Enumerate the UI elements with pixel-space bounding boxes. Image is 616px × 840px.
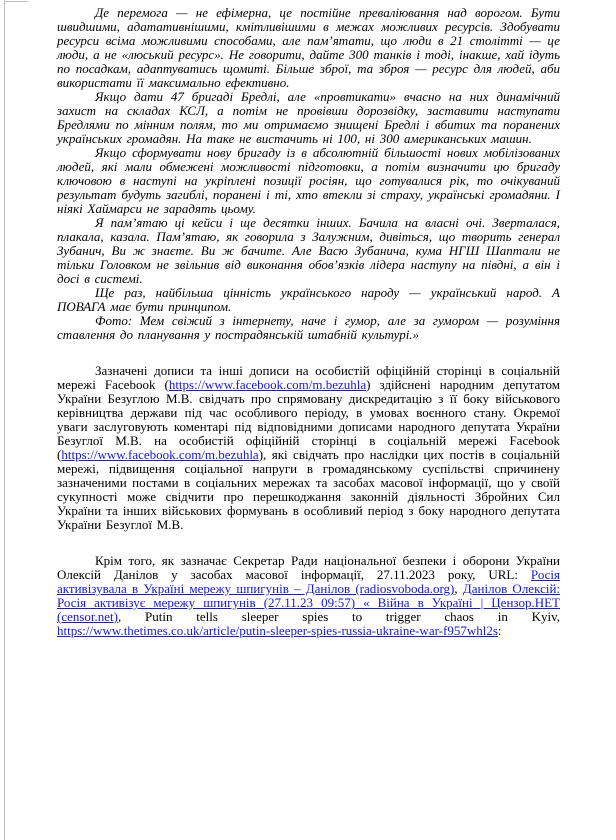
text-run: Фото: Мем свіжий з інтернету, наче і гумор, але за гумором — розуміння ставлення до планування у пострадянській штабній культурі.» (57, 313, 560, 342)
page-edge-line-top (4, 1, 28, 2)
text-run: Зазначені дописи та інші дописи на особистій офіційній сторінці в соціальній мережі Facebook ( (57, 363, 560, 392)
text-run: Ще раз, найбільша цінність українського народу — український народ. А ПОВАГА має бути принципом. (57, 285, 560, 314)
paragraph-quote-respect (57, 286, 560, 314)
text-run: : (497, 623, 502, 638)
text-run: Крім того, як зазначає Секретар Ради національної безпеки і оборони України Олексій Данілов у засобах масової інформації, 27.11.2023 року, URL: (57, 553, 560, 582)
text-run: Якщо дати 47 бригаді Бредлі, але «провтикати» вчасно на них динамічний захист на складах КСЛ, а потім не провівши дорозвідку, заставити наступати Бредлями по мінним полям, то ми отримаємо знищені Бредлі і вбитих та поранених українських громадян. На таке не вистачить ні 100, ні 300 американських машин. (57, 89, 560, 146)
text-run: Якщо сформувати нову бригаду із в абсолютній більшості нових мобілізованих людей, які мали обмежені можливості підготовки, а потім визначити цю бригаду ключовою в наступі на укріплені позиції росіян, що готувалися рік, то очікуваний результат будуть загиблі, поранені і ті, хто втекли зі страху, українські громадяни. І ніякі Хаймарси не зарадять цьому. (57, 145, 560, 216)
hyperlink[interactable]: Росія активізувала в Україні мережу шпигунів – Данілов (radiosvoboda.org) (57, 567, 560, 596)
text-run: , (454, 581, 463, 596)
document-body (57, 6, 560, 638)
paragraph-quote-brigade (57, 146, 560, 216)
text-run: Де перемога — не ефімерна, це постійне преваліювання над ворогом. Бути швидшими, адатативнішими, кмітливішими в межах можливих ресурсів. Здобувати ресурси всіма можливими способами, але пам’ятати, що люди в 21 столітті — це люди, а не «люський ресурс». Не говорити, дайте 300 танків і тоді, інакше, хай ідуть по посадкам, адаптуватись щомиті. Більше зброї, та зброя — ресурс для людей, аби використати її максимально ефективно. (57, 5, 560, 90)
hyperlink[interactable]: https://www.thetimes.co.uk/article/putin-sleeper-spies-russia-ukraine-war-f957whl2s (57, 623, 498, 638)
text-run: , Putin tells sleeper spies to trigger chaos in Kyiv, (118, 609, 560, 624)
paragraph-quote-photo (57, 314, 560, 342)
paragraph-quote-cases (57, 216, 560, 286)
paragraph-analysis-facebook (57, 364, 560, 532)
hyperlink[interactable]: https://www.facebook.com/m.bezuhla (168, 377, 367, 392)
text-run: Я пам’ятаю ці кейси і ще десятки інших. Бачила на власні очі. Зверталася, плакала, казала. Пам’ятаю, як говорила з Залужним, дивіться, що творить генерал Зубанич, Ви ж знаєте. Ви ж бачите. Але Васю Зубанича, кума НГШ Шаптали не тільки Головком не звільнив від виконання обов’язків лідера наступу на півдні, а він і досі в системі. (57, 215, 560, 286)
paragraph-danilov-sources (57, 554, 560, 638)
page-edge-line-left (4, 0, 5, 840)
hyperlink[interactable]: https://www.facebook.com/m.bezuhla (61, 447, 259, 462)
text-run: ), які свідчать про наслідки цих постів в соціальній мережі, підвищення соціальної напруги в громадянському суспільстві спричинену зазначеними постами в соціальних мережах та засобах масової інформації, що у своїй сукупності може свідчити про перешкоджання законній діяльності Збройних Сил України та інших військових формувань в особливий період з боку народного депутата України Безуглої М.В. (57, 447, 560, 532)
hyperlink[interactable]: Данілов Олексій: Росія активізує мережу шпигунів (27.11.23 09:57) « Війна в Україні | Цензор.НЕТ (censor.net) (57, 581, 561, 624)
paragraph-quote-bradley (57, 90, 560, 146)
text-run: ) здійснені народним депутатом України Безуглою М.В. свідчать про спрямовану дискредитацію з її боку військового керівництва держави під час особливого періоду, в умовах воєнного стану. Окремої уваги заслуговують коментарі під відповідними дописами народного депутата України Безуглої М.В. на особистій офіційній сторінці в соціальній мережі Facebook ( (57, 377, 560, 462)
paragraph-quote-victory (57, 6, 560, 90)
